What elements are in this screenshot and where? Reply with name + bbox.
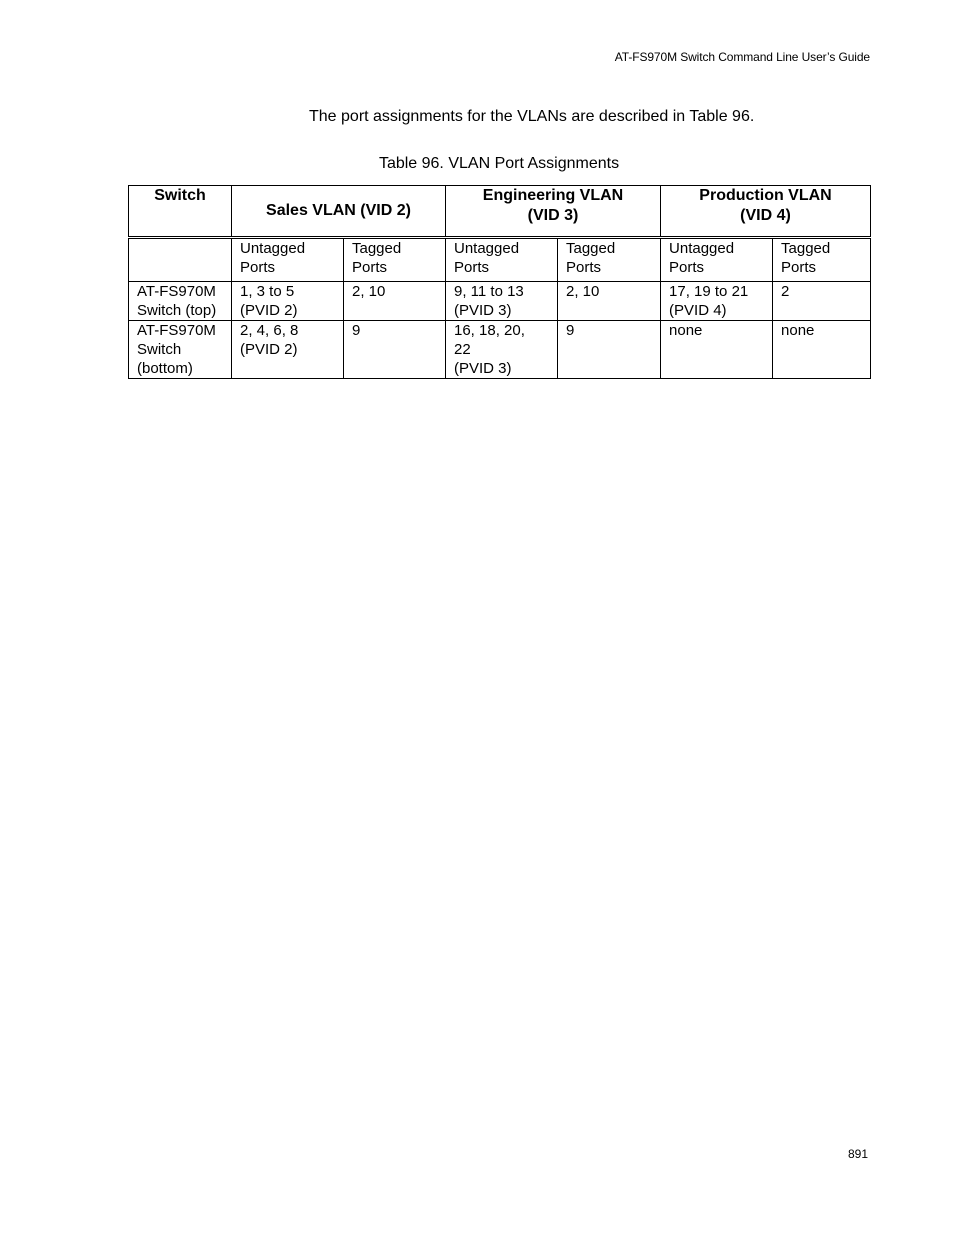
subheader-cell <box>232 238 344 282</box>
table-cell <box>344 321 446 379</box>
table-cell <box>661 321 773 379</box>
subheader-cell <box>773 238 871 282</box>
table-cell <box>232 282 344 321</box>
cell-line: 22 <box>454 341 471 358</box>
cell-line: Ports <box>781 259 817 276</box>
cell-line: Tagged <box>566 240 616 257</box>
cell-line: 9 <box>352 322 361 339</box>
cell-line: Untagged <box>454 240 520 257</box>
table-cell <box>129 321 232 379</box>
cell-line: 2, 10 <box>566 283 600 300</box>
intro-paragraph: The port assignments for the VLANs are described in Table 96. <box>309 108 755 125</box>
cell-line: 1, 3 to 5 <box>240 283 295 300</box>
table-header-row <box>129 186 871 238</box>
cell-line: 2, 10 <box>352 283 386 300</box>
table-cell <box>558 282 661 321</box>
cell-line: Ports <box>352 259 388 276</box>
subheader-cell <box>661 238 773 282</box>
header-switch: Switch <box>129 186 232 238</box>
cell-line: Ports <box>566 259 602 276</box>
vlan-port-table <box>128 185 871 379</box>
table-cell <box>773 321 871 379</box>
header-engineering-line: Engineering VLAN <box>482 187 624 204</box>
cell-line: Untagged <box>240 240 306 257</box>
header-engineering-vlan <box>446 186 661 238</box>
cell-line: (PVID 3) <box>454 360 512 377</box>
cell-line: (PVID 2) <box>240 302 298 319</box>
header-engineering-line: (VID 3) <box>527 207 579 224</box>
table-cell <box>558 321 661 379</box>
cell-line: 9, 11 to 13 <box>454 283 524 300</box>
cell-line: 2, 4, 6, 8 <box>240 322 299 339</box>
cell-line: Ports <box>240 259 276 276</box>
table-row <box>129 321 871 379</box>
cell-line: Tagged <box>781 240 831 257</box>
cell-line: (PVID 4) <box>669 302 727 319</box>
running-header: AT-FS970M Switch Command Line User’s Guide <box>614 50 870 64</box>
table-cell <box>661 282 773 321</box>
subheader-cell <box>129 238 232 282</box>
cell-line: Switch <box>137 341 182 358</box>
cell-line: AT-FS970M <box>137 322 216 339</box>
header-sales-vlan: Sales VLAN (VID 2) <box>232 186 446 238</box>
cell-line: 2 <box>781 283 790 300</box>
cell-line: (bottom) <box>137 360 193 377</box>
cell-line: Ports <box>454 259 490 276</box>
table-subheader-row <box>129 238 871 282</box>
table-row <box>129 282 871 321</box>
page-number: 891 <box>847 1147 868 1161</box>
table-cell <box>232 321 344 379</box>
cell-line: 9 <box>566 322 575 339</box>
subheader-cell <box>446 238 558 282</box>
cell-line: Switch (top) <box>137 302 217 319</box>
header-production-vlan <box>661 186 871 238</box>
table-cell <box>773 282 871 321</box>
cell-line: none <box>781 322 815 339</box>
cell-line: (PVID 2) <box>240 341 298 358</box>
cell-line: Ports <box>669 259 705 276</box>
subheader-cell <box>344 238 446 282</box>
cell-line: Untagged <box>669 240 735 257</box>
table-cell <box>446 282 558 321</box>
cell-line: (PVID 3) <box>454 302 512 319</box>
table-cell <box>344 282 446 321</box>
table-caption: Table 96. VLAN Port Assignments <box>378 155 620 172</box>
cell-line: 17, 19 to 21 <box>669 283 749 300</box>
header-production-line: Production VLAN <box>699 187 832 204</box>
table-cell <box>446 321 558 379</box>
table-cell <box>129 282 232 321</box>
cell-line: 16, 18, 20, <box>454 322 525 339</box>
subheader-cell <box>558 238 661 282</box>
cell-line: AT-FS970M <box>137 283 216 300</box>
header-production-line: (VID 4) <box>740 207 791 224</box>
cell-line: Tagged <box>352 240 402 257</box>
cell-line: none <box>669 322 703 339</box>
